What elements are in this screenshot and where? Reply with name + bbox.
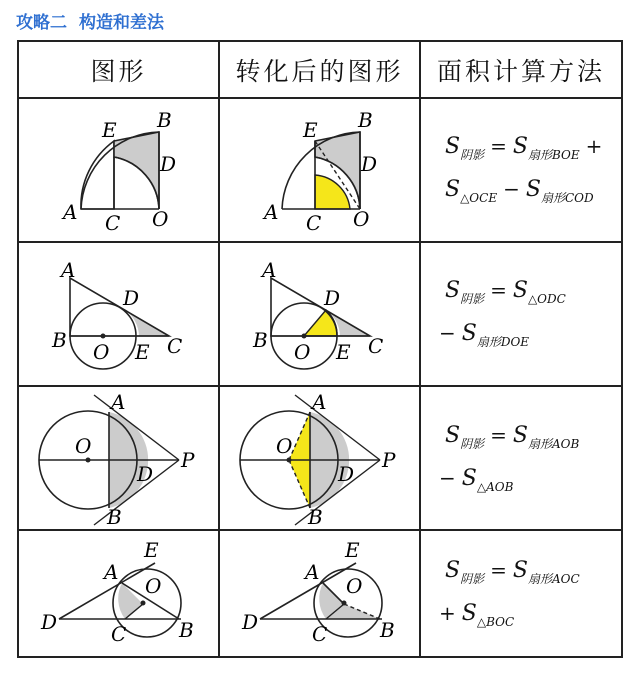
label-E: E <box>144 538 159 562</box>
circle-tangent-transformed <box>220 387 419 529</box>
figure-cell <box>219 530 420 657</box>
table-row <box>18 386 622 530</box>
label-E: E <box>135 340 150 364</box>
label-B: B <box>107 505 122 529</box>
label-A: A <box>312 390 327 414</box>
formula-line: $S_{阴影} = S_{扇形AOB}$ <box>445 422 580 451</box>
formula-line: $S_{阴影} = S_{\triangle ODC}$ <box>445 278 566 306</box>
label-A: A <box>104 560 119 584</box>
quarter-sector-transformed <box>220 99 419 241</box>
figure-cell <box>18 98 219 242</box>
formula-line: $S_{\triangle OCE} - S_{扇形COD}$ <box>445 177 594 205</box>
label-B: B <box>52 328 67 352</box>
label-O: O <box>75 434 92 458</box>
label-O: O <box>276 434 293 458</box>
figure-cell <box>219 98 420 242</box>
formula-line: − $S_{\triangle AOB}$ <box>439 465 514 494</box>
label-B: B <box>253 328 268 352</box>
label-P: P <box>382 448 396 472</box>
label-A: A <box>111 390 126 414</box>
label-P: P <box>181 448 195 472</box>
formula-cell <box>420 98 622 242</box>
label-D: D <box>242 610 259 634</box>
label-O: O <box>294 340 311 364</box>
col-header-method: 面积计算方法 <box>420 41 622 98</box>
label-A: A <box>63 200 78 224</box>
formula-cell <box>420 386 622 530</box>
formula-line: $S_{阴影} = S_{扇形BOE}$ + <box>445 134 603 162</box>
label-O: O <box>145 574 162 598</box>
section-heading <box>16 8 176 33</box>
label-D: D <box>324 286 341 310</box>
formula-cell <box>420 242 622 386</box>
label-D: D <box>41 610 58 634</box>
label-D: D <box>123 286 140 310</box>
circle-tangent-figure <box>19 387 218 529</box>
figure-cell <box>219 242 420 386</box>
circle-secant-figure <box>19 531 218 656</box>
formula-line: + $S_{\triangle BOC}$ <box>439 601 515 629</box>
figure-cell <box>219 386 420 530</box>
label-E: E <box>102 118 117 142</box>
formula-line: $S_{阴影} = S_{扇形AOC}$ <box>445 558 580 586</box>
header-row <box>18 41 622 98</box>
col-header-figure: 图形 <box>18 41 219 98</box>
col-header-transformed: 转化后的图形 <box>219 41 420 98</box>
label-O: O <box>152 207 169 231</box>
label-C: C <box>306 211 322 235</box>
heading-label: 攻略二 <box>16 13 67 33</box>
label-C: C <box>105 211 121 235</box>
label-B: B <box>157 108 172 132</box>
heading-title: 构造和差法 <box>79 13 164 33</box>
label-A: A <box>305 560 320 584</box>
label-O: O <box>353 207 370 231</box>
label-C: C <box>111 622 127 646</box>
label-D: D <box>361 152 378 176</box>
label-D: D <box>137 462 154 486</box>
label-D: D <box>160 152 177 176</box>
method-table <box>17 40 623 658</box>
label-C: C <box>368 334 384 358</box>
label-B: B <box>179 618 194 642</box>
label-B: B <box>358 108 373 132</box>
table-row <box>18 242 622 386</box>
label-E: E <box>336 340 351 364</box>
triangle-circle-figure <box>19 243 218 385</box>
label-B: B <box>380 618 395 642</box>
label-C: C <box>167 334 183 358</box>
label-A: A <box>264 200 279 224</box>
figure-cell <box>18 530 219 657</box>
label-E: E <box>345 538 360 562</box>
table-row <box>18 530 622 657</box>
formula-cell <box>420 530 622 657</box>
quarter-sector-figure <box>19 99 218 241</box>
label-C: C <box>312 622 328 646</box>
figure-cell <box>18 242 219 386</box>
label-A: A <box>262 258 277 282</box>
formula-line: − $S_{扇形DOE}$ <box>439 321 530 349</box>
triangle-circle-transformed <box>220 243 419 385</box>
figure-cell <box>18 386 219 530</box>
label-D: D <box>338 462 355 486</box>
table-row <box>18 98 622 242</box>
circle-secant-transformed <box>220 531 419 656</box>
label-E: E <box>303 118 318 142</box>
label-A: A <box>61 258 76 282</box>
label-O: O <box>93 340 110 364</box>
label-O: O <box>346 574 363 598</box>
label-B: B <box>308 505 323 529</box>
